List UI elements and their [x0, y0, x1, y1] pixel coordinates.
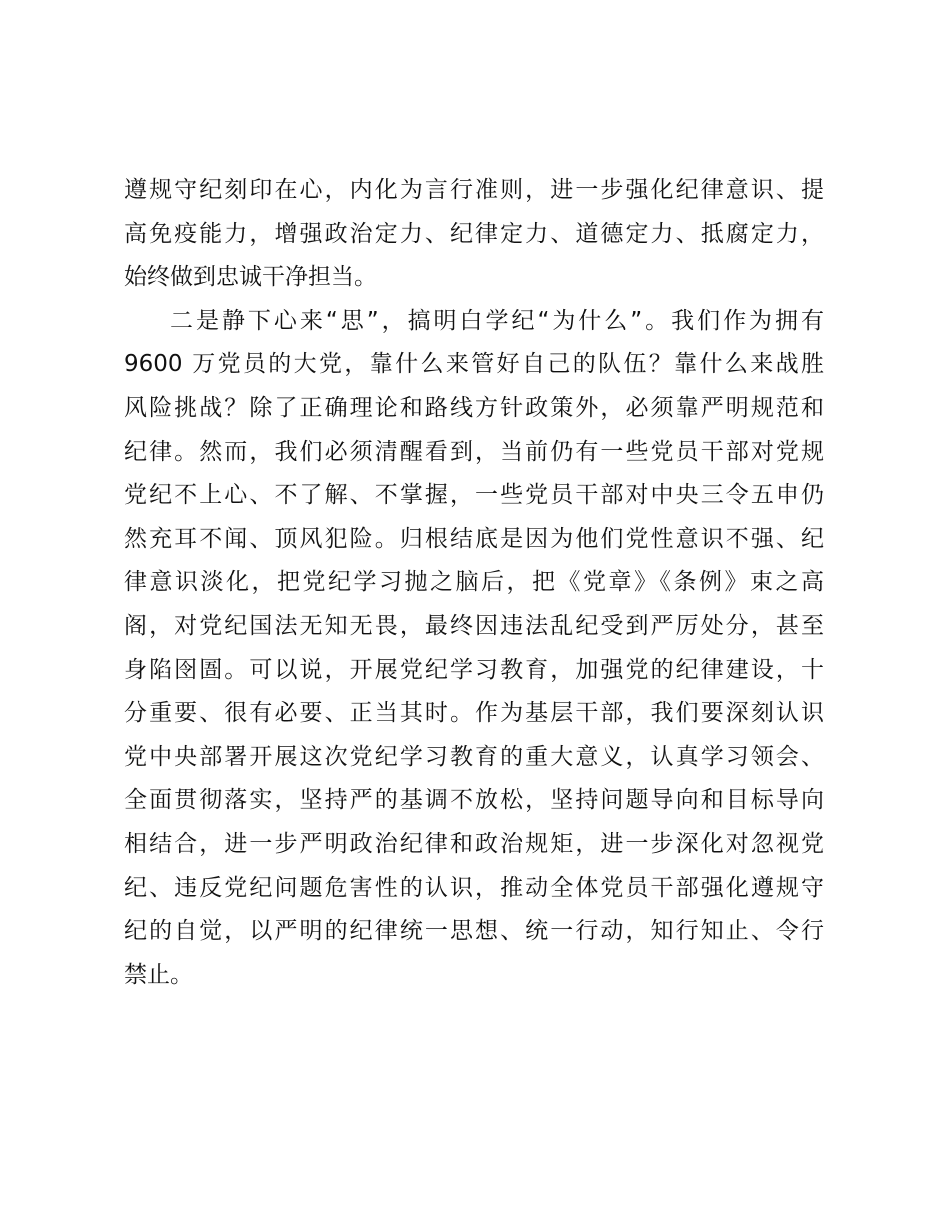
text-line-15: 全面贯彻落实，坚持严的基调不放松，坚持问题导向和目标导向 [124, 787, 824, 814]
text-line-18: 纪的自觉，以严明的纪律统一思想、统一行动，知行知止、令行 [124, 918, 824, 945]
text-line-14: 党中央部署开展这次党纪学习教育的重大意义，认真学习领会、 [124, 743, 824, 770]
text-line-7: 纪律。然而，我们必须清醒看到，当前仍有一些党员干部对党规 [124, 438, 824, 465]
paragraph-start-line: 二是静下心来“思”，搞明白学纪“为什么”。我们作为拥有 [170, 307, 824, 334]
text-line-10: 律意识淡化，把党纪学习抛之脑后，把《党章》《条例》束之高 [124, 569, 824, 596]
text-line-16: 相结合，进一步严明政治纪律和政治规矩，进一步深化对忽视党 [124, 830, 824, 857]
text-line-17: 纪、违反党纪问题危害性的认识，推动全体党员干部强化遵规守 [124, 874, 824, 901]
body-text [124, 169, 824, 997]
text-line-2: 高免疫能力，增强政治定力、纪律定力、道德定力、抵腐定力， [124, 220, 824, 247]
text-line-19: 禁止。 [124, 961, 193, 988]
text-line-1: 遵规守纪刻印在心，内化为言行准则，进一步强化纪律意识、提 [124, 177, 824, 203]
text-line-12: 身陷囹圄。可以说，开展党纪学习教育，加强党的纪律建设，十 [124, 656, 824, 683]
text-line-13: 分重要、很有必要、正当其时。作为基层干部，我们要深刻认识 [124, 700, 824, 727]
text-line-11: 阁，对党纪国法无知无畏，最终因违法乱纪受到严厉处分，甚至 [124, 612, 824, 639]
text-line-5: 9600 万党员的大党，靠什么来管好自己的队伍？靠什么来战胜 [124, 351, 824, 378]
text-line-6: 风险挑战？除了正确理论和路线方针政策外，必须靠严明规范和 [124, 394, 824, 421]
text-line-9: 然充耳不闻、顶风犯险。归根结底是因为他们党性意识不强、纪 [124, 525, 824, 552]
text-line-8: 党纪不上心、不了解、不掌握，一些党员干部对中央三令五申仍 [124, 482, 824, 509]
text-line-3: 始终做到忠诚干净担当。 [124, 264, 377, 291]
